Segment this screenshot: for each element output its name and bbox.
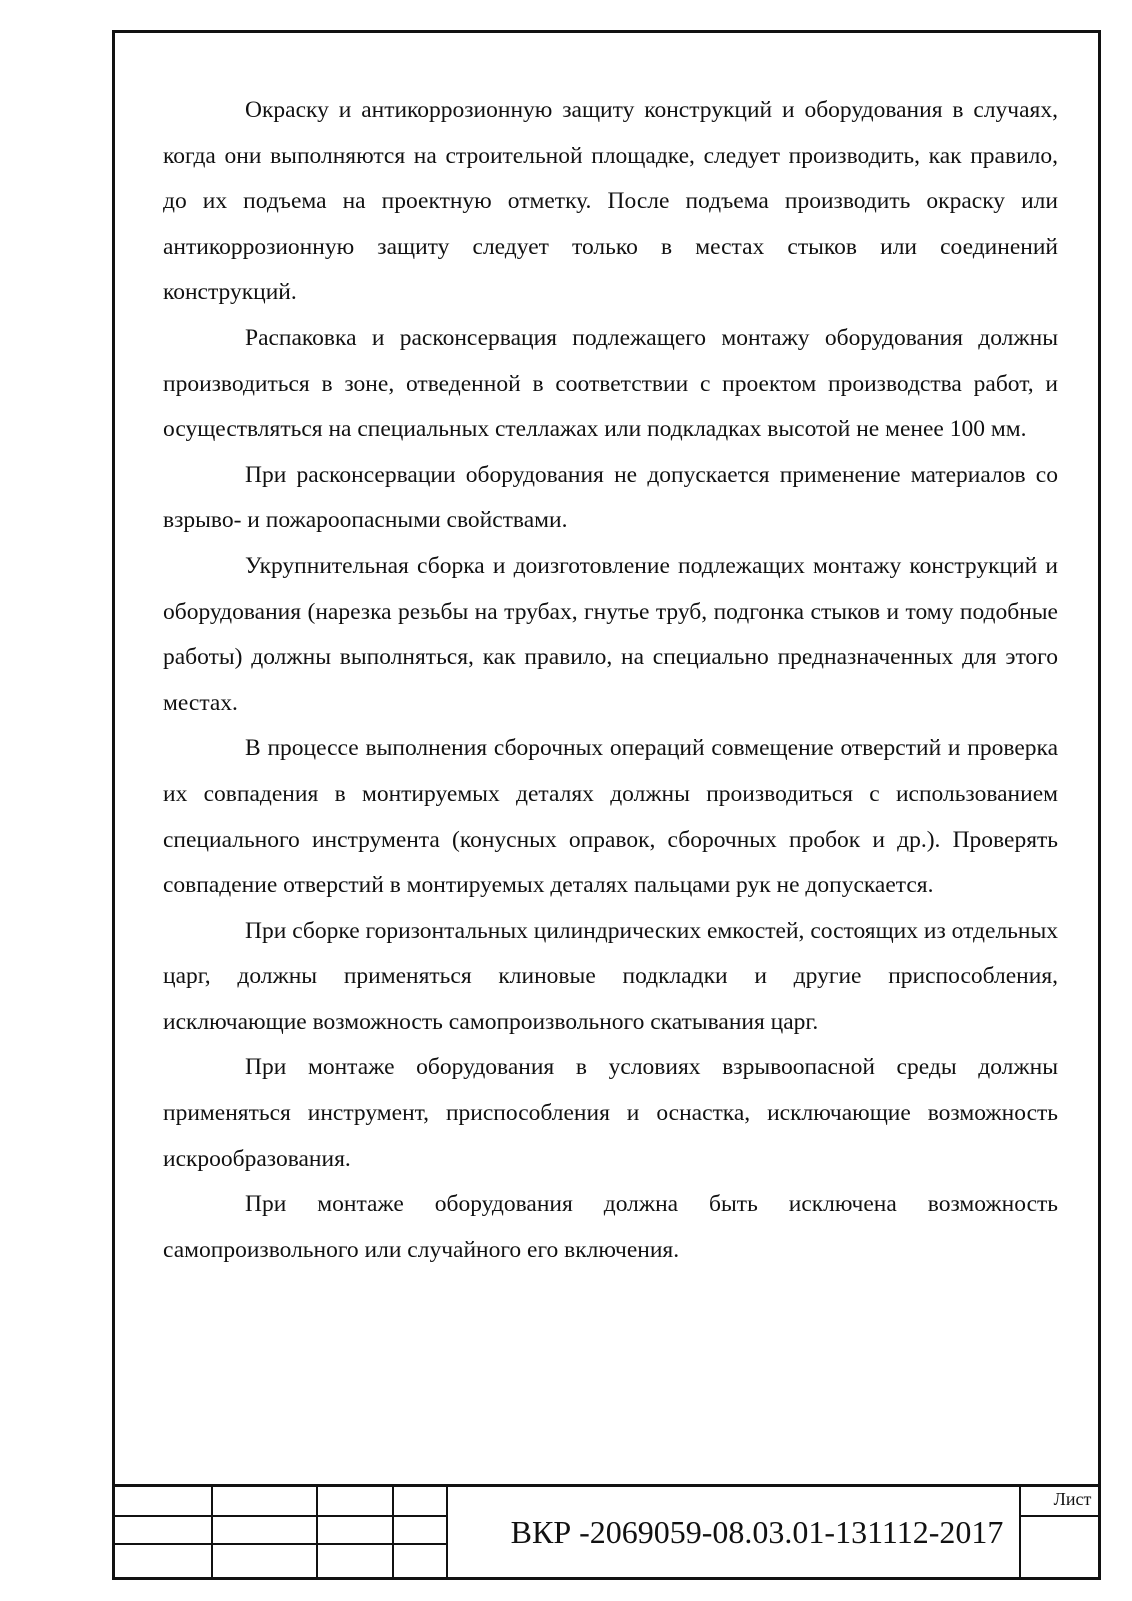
paragraph: Распаковка и расконсервация подлежащего монтажу оборудования должны производиться в зоне, отведенной в соответствии с проектом производства работ, и осуществляться на специальных стеллажах или подкладках высотой не менее 100 мм. — [163, 324, 1058, 443]
stamp-divider — [211, 1487, 213, 1580]
paragraph: Укрупнительная сборка и доизготовление подлежащих монтажу конструкций и оборудования (нарезка резьбы на трубах, гнутье труб, подгонка стыков и тому подобные работы) должны выполняться, как правило, на специально предназначенных для этого местах. — [163, 552, 1058, 716]
stamp-row-line — [1019, 1515, 1101, 1517]
paragraph: При монтаже оборудования должна быть исключена возможность самопроизвольного или случайного его включения. — [163, 1191, 1058, 1263]
stamp-divider — [316, 1487, 318, 1580]
stamp-divider — [1019, 1487, 1021, 1580]
paragraph: В процессе выполнения сборочных операций совмещение отверстий и проверка их совпадения в монтируемых деталях должны производиться с использованием специального инструмента (конусных оправок, сборочных пробок и др.). Проверять совпадение отверстий в монтируемых деталях пальцами рук не допускается. — [163, 735, 1058, 899]
stamp-row-line — [112, 1515, 446, 1517]
sheet-label: Лист — [1053, 1489, 1092, 1509]
stamp-divider — [392, 1487, 394, 1580]
paragraph: При сборке горизонтальных цилиндрических емкостей, состоящих из отдельных царг, должны применяться клиновые подкладки и другие приспособления, исключающие возможность самопроизвольного скатывания царг. — [163, 917, 1058, 1035]
paragraph: Окраску и антикоррозионную защиту конструкций и оборудования в случаях, когда они выполняются на строительной площадке, следует производить, как правило, до их подъема на проектную отметку. После подъема производить окраску или антикоррозионную защиту следует только в местах стыков или соединений конструкций. — [163, 97, 1058, 306]
paragraph: При расконсервации оборудования не допускается применение материалов со взрыво- и пожароопасными свойствами. — [163, 461, 1058, 534]
body-text — [163, 88, 1058, 1273]
paragraph: При монтаже оборудования в условиях взрывоопасной среды должны применяться инструмент, приспособления и оснастка, исключающие возможность искрообразования. — [163, 1054, 1058, 1172]
document-code: ВКР -2069059-08.03.01-131112-2017 — [510, 1514, 1004, 1550]
stamp-divider — [446, 1487, 448, 1580]
stamp-row-line — [112, 1543, 446, 1545]
